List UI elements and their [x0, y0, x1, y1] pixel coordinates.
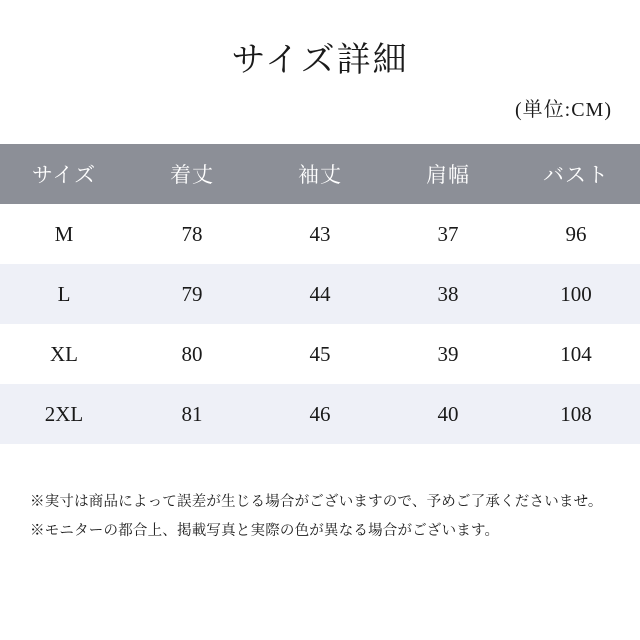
cell-shoulder: 39	[437, 341, 459, 366]
cell-bust: 104	[560, 341, 592, 366]
unit-label: (単位:CM)	[515, 99, 612, 122]
header-cell-shoulder: 肩幅	[426, 163, 470, 188]
cell-shoulder: 38	[437, 281, 459, 306]
cell-sleeve: 46	[309, 401, 331, 426]
size-table-wrapper	[0, 144, 640, 444]
notes-section	[0, 444, 640, 546]
header-cell-length: 着丈	[170, 163, 214, 188]
cell-shoulder: 37	[437, 221, 459, 246]
cell-size: M	[54, 221, 74, 246]
header-cell-sleeve: 袖丈	[298, 163, 342, 188]
table-row	[0, 204, 640, 264]
cell-sleeve: 44	[309, 281, 331, 306]
cell-size: XL	[50, 341, 78, 366]
note-measurement: ※実寸は商品によって誤差が生じる場合がございますので、予めご了承くださいませ。	[30, 494, 603, 511]
header-cell-size: サイズ	[31, 163, 97, 188]
table-row	[0, 324, 640, 384]
table-row	[0, 384, 640, 444]
page-title: サイズ詳細	[231, 42, 409, 79]
cell-bust: 96	[565, 221, 587, 246]
header-row	[0, 144, 640, 204]
size-table	[0, 144, 640, 444]
cell-length: 78	[181, 221, 203, 246]
cell-size: L	[57, 281, 71, 306]
cell-length: 79	[181, 281, 203, 306]
table-body	[0, 204, 640, 444]
cell-length: 81	[181, 401, 203, 426]
cell-sleeve: 45	[309, 341, 331, 366]
cell-bust: 108	[560, 401, 592, 426]
table-row	[0, 264, 640, 324]
header-cell-bust: バスト	[543, 163, 609, 188]
cell-shoulder: 40	[437, 401, 459, 426]
cell-bust: 100	[560, 281, 592, 306]
note-color: ※モニターの都合上、掲載写真と実際の色が異なる場合がございます。	[30, 523, 500, 540]
cell-length: 80	[181, 341, 203, 366]
cell-size: 2XL	[44, 401, 84, 426]
table-header	[0, 144, 640, 204]
cell-sleeve: 43	[309, 221, 331, 246]
